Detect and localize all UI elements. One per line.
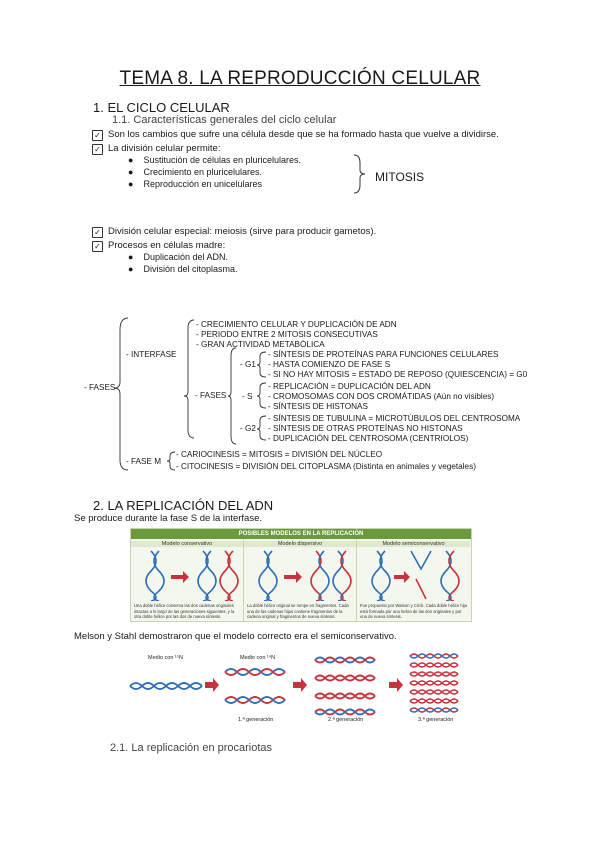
model-title: Modelo dispersivo [244, 541, 356, 547]
diagram-text: - CROMOSOMAS CON DOS CROMÁTIDAS (Aún no visibles) [268, 392, 495, 401]
diagram-text: - CARIOCINESIS = MITOSIS = DIVISIÓN DEL NÚCLEO [176, 450, 383, 459]
diagram-text: - SÍNTESIS DE OTRAS PROTEÍNAS NO HISTONAS [268, 424, 463, 433]
diagram-text: - SÍNTESIS DE TUBULINA = MICROTÚBULOS DEL CENTROSOMA [268, 414, 521, 423]
section21-heading: 2.1. La replicación en procariotas [110, 742, 273, 754]
diagram-fasem: - FASE M [126, 457, 162, 466]
diagram-text: - PERIODO ENTRE 2 MITOSIS CONSECUTIVAS [196, 330, 378, 339]
list-item: ● Crecimiento en pluricelulares. [128, 167, 263, 177]
diagram-text: - CRECIMIENTO CELULAR Y DUPLICACIÓN DE ADN [196, 320, 397, 329]
diagram-text: - CITOCINESIS = DIVISIÓN DEL CITOPLASMA (Distinta en animales y vegetales) [176, 462, 476, 471]
diagram-g2: - G2 [240, 424, 256, 433]
item-division: ✓ La división celular permite: [92, 143, 220, 155]
list-item: ● Sustitución de células en pluricelulares. [128, 155, 302, 165]
list-item: ● Reproducción en unicelulares [128, 179, 263, 189]
model-description: Fue propuesto por Watson y Crick. Cada doble hélice hija está formada por una hebra de las dos originales y por una de nueva síntesis. [360, 603, 467, 619]
diagram-text: - SI NO HAY MITOSIS = ESTADO DE REPOSO (QUIESCENCIA) = G0 [268, 370, 528, 379]
diagram-text: - REPLICACIÓN = DUPLICACIÓN DEL ADN [268, 382, 431, 391]
diagram-interfase: - INTERFASE [126, 350, 177, 359]
item-meiosis: ✓ División celular especial: meiosis (sirve para producir gametos). [92, 226, 376, 238]
figure-header: POSIBLES MODELOS EN LA REPLICACIÓN [131, 529, 471, 539]
helix-illustrations [131, 549, 471, 601]
diagram-text: - SÍNTESIS DE HISTONAS [268, 402, 368, 411]
generation-label: 2.ª generación [328, 717, 364, 723]
diagram-text: - SÍNTESIS DE PROTEÍNAS PARA FUNCIONES CELULARES [268, 350, 499, 359]
checkbox-icon: ✓ [92, 144, 103, 155]
diagram-text: - DUPLICACIÓN DEL CENTROSOMA (CENTRIOLOS) [268, 434, 469, 443]
list-item: ● Duplicación del ADN. [128, 252, 228, 262]
model-description: La doble hélice original se rompe en fragmentos. Cada una de las cadenas hijas contiene fragmentos de la cadena original y fragmentos de nueva síntesis. [247, 603, 349, 619]
medium-label: Medio con ¹⁵N [148, 655, 183, 661]
conclusion-text: Melson y Stahl demostraron que el modelo correcto era el semiconservativo. [74, 631, 397, 642]
checkbox-icon: ✓ [92, 130, 103, 141]
diagram-text: - GRAN ACTIVIDAD METABÓLICA [196, 340, 325, 349]
page-title: TEMA 8. LA REPRODUCCIÓN CELULAR [119, 68, 481, 89]
generation-label: 3.ª generación [418, 717, 454, 723]
section2-intro: Se produce durante la fase S de la interfase. [74, 513, 263, 524]
model-description: Una doble hélice conserva las dos cadenas originales intactas a lo largo de las generaciones siguientes, y la otra doble hélice por las dos de nueva síntesis. [134, 603, 235, 619]
model-title: Modelo semiconservativo [357, 541, 470, 547]
section2-heading: 2. LA REPLICACIÓN DEL ADN [93, 498, 274, 513]
meselson-stahl-figure [125, 652, 465, 722]
diagram-text: - HASTA COMIENZO DE FASE S [268, 360, 391, 369]
medium-label: Medio con ¹⁴N [240, 655, 276, 661]
item-definition: ✓ Son los cambios que sufre una célula desde que se ha formado hasta que vuelve a dividirse. [92, 129, 499, 141]
diagram-s: - S [242, 392, 253, 401]
checkbox-icon: ✓ [92, 241, 103, 252]
section1-subheading: 1.1. Características generales del ciclo celular [112, 114, 337, 126]
diagram-fases: - FASES [84, 383, 116, 392]
item-processes: ✓ Procesos en células madre: [92, 240, 225, 252]
diagram-g1: - G1 [240, 360, 256, 369]
section1-heading: 1. EL CICLO CELULAR [93, 100, 230, 115]
list-item: ● División del citoplasma. [128, 264, 238, 274]
model-title: Modelo conservativo [131, 541, 243, 547]
mitosis-label: MITOSIS [375, 170, 425, 184]
checkbox-icon: ✓ [92, 227, 103, 238]
generation-label: 1.ª generación [238, 717, 274, 723]
replication-models-figure [130, 528, 472, 622]
diagram-fases-sub: - FASES [195, 391, 227, 400]
